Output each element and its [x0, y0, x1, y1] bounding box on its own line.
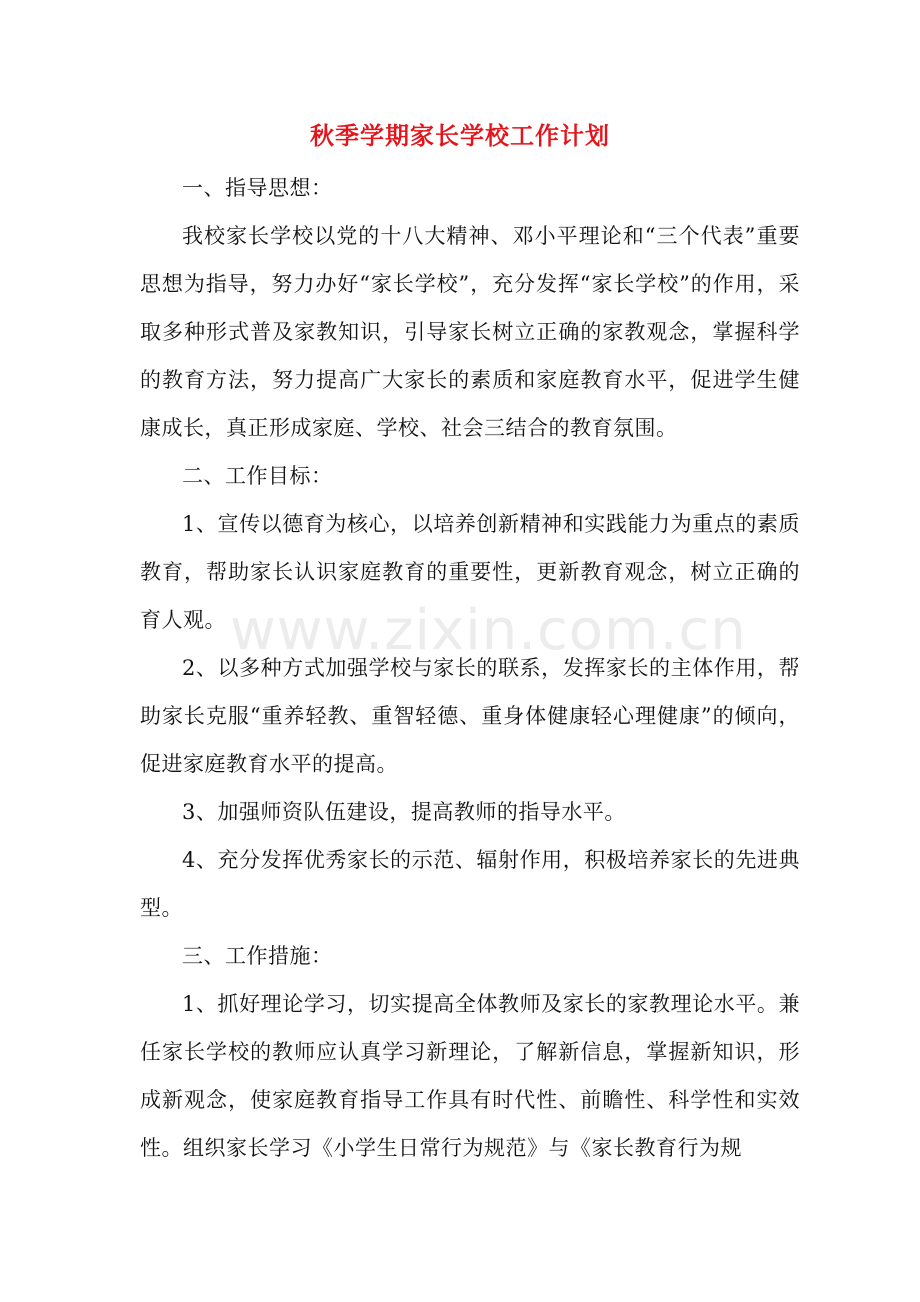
paragraph-goal-4: 4、充分发挥优秀家长的示范、辐射作用，积极培养家长的先进典型。: [140, 848, 800, 920]
paragraph-goal-3: 3、加强师资队伍建设，提高教师的指导水平。: [182, 800, 626, 824]
document-body: [140, 164, 800, 1172]
paragraph-goal-1: 1、宣传以德育为核心，以培养创新精神和实践能力为重点的素质教育，帮助家长认识家庭教育的重要性，更新教育观念，树立正确的育人观。: [140, 512, 800, 632]
document-title: 秋季学期家长学校工作计划: [310, 121, 610, 150]
paragraph-goal-2: 2、以多种方式加强学校与家长的联系，发挥家长的主体作用，帮助家长克服“重养轻教、重智轻德、重身体健康轻心理健康”的倾向，促进家庭教育水平的提高。: [140, 656, 800, 776]
section-heading-work-goals: 二、工作目标：: [182, 464, 333, 488]
paragraph-guiding-thought: 我校家长学校以党的十八大精神、邓小平理论和“三个代表”重要思想为指导，努力办好“家长学校”，充分发挥“家长学校”的作用，采取多种形式普及家教知识，引导家长树立正确的家教观念，掌握科学的教育方法，努力提高广大家长的素质和家庭教育水平，促进学生健康成长，真正形成家庭、学校、社会三结合的教育氛围。: [140, 224, 800, 440]
paragraph-measure-1: 1、抓好理论学习，切实提高全体教师及家长的家教理论水平。兼任家长学校的教师应认真学习新理论，了解新信息，掌握新知识，形成新观念，使家庭教育指导工作具有时代性、前瞻性、科学性和实效性。组织家长学习《小学生日常行为规范》与《家长教育行为规: [140, 992, 800, 1160]
watermark: www.zixin.com.cn: [230, 598, 747, 663]
section-heading-guiding-thought: 一、指导思想：: [182, 176, 333, 200]
section-heading-work-measures: 三、工作措施：: [182, 944, 333, 968]
